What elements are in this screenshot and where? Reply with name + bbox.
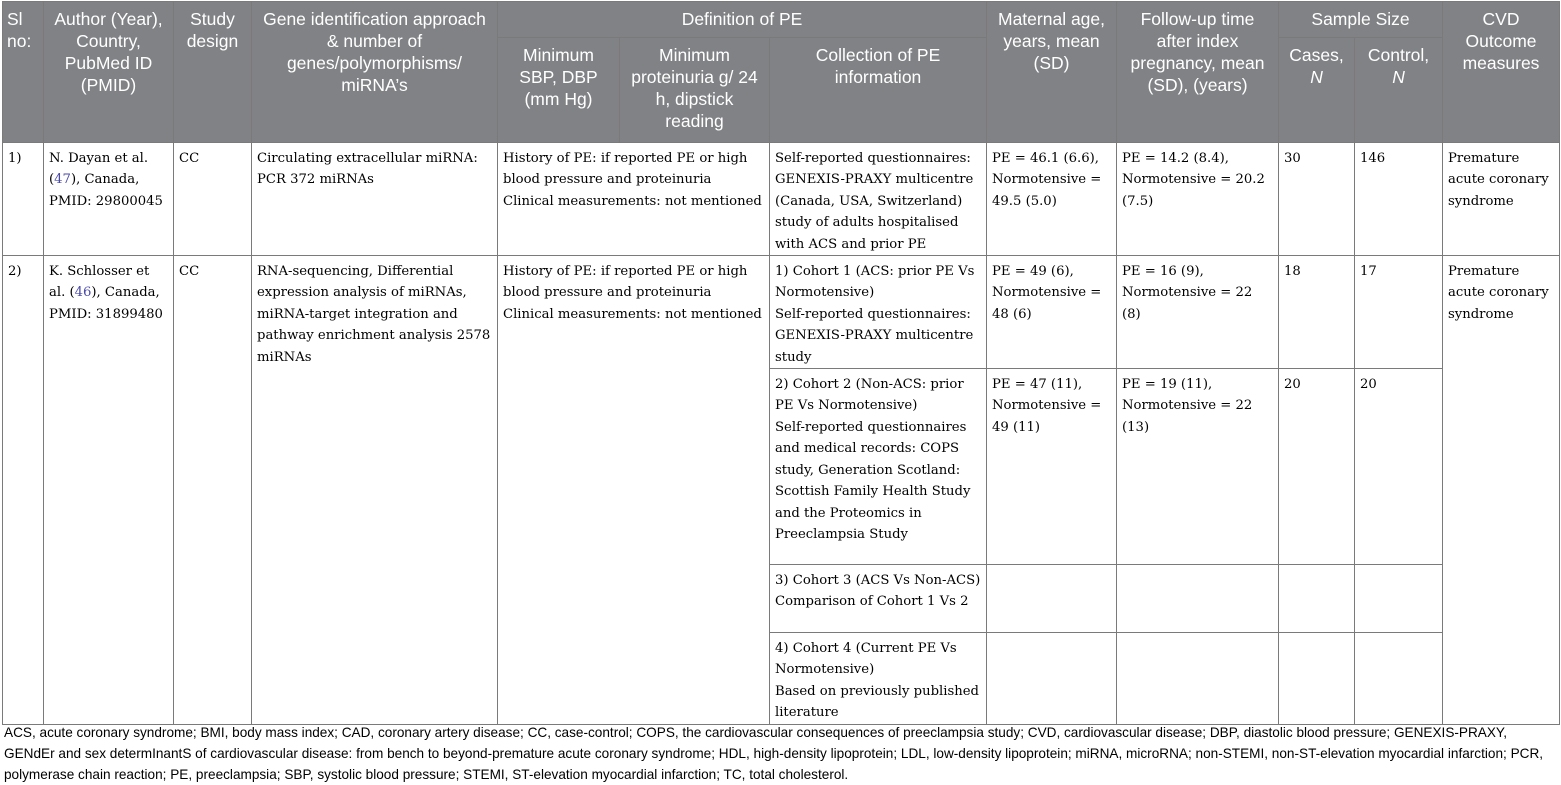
row2-cvd: Premature acute coronary syndrome	[1443, 256, 1560, 725]
row2-sl: 2)	[3, 256, 44, 725]
row2-author	[44, 256, 174, 725]
row2-reference-link[interactable]: 46	[74, 285, 92, 301]
cohort2-title: 2) Cohort 2 (Non-ACS: prior PE Vs Normotensive)	[775, 377, 964, 414]
row1-definition-clinical: Clinical measurements: not mentioned	[503, 193, 762, 209]
cohort3-age	[987, 565, 1117, 633]
row2-definition-history: History of PE: if reported PE or high blood pressure and proteinuria	[503, 264, 748, 301]
cohort4-control	[1355, 633, 1443, 725]
header-study-design: Study design	[174, 2, 252, 143]
header-control	[1355, 38, 1443, 143]
header-gene-approach: Gene identification approach & number of genes/polymorphisms/ miRNA’s	[252, 2, 498, 143]
header-author: Author (Year), Country, PubMed ID (PMID)	[44, 2, 174, 143]
header-follow-up: Follow-up time after index pregnancy, mean (SD), (years)	[1117, 2, 1279, 143]
cohort3-control	[1355, 565, 1443, 633]
row1-author-tail: ), Canada, PMID: 29800045	[49, 172, 163, 209]
header-cases-n: N	[1310, 67, 1323, 87]
cohort1-cases: 18	[1279, 256, 1355, 369]
cohort4-collection	[770, 633, 987, 725]
header-sl: Sl no:	[3, 2, 44, 143]
cohort1-followup: PE = 16 (9), Normotensive = 22 (8)	[1117, 256, 1279, 369]
cohort3-collection	[770, 565, 987, 633]
header-min-proteinuria: Minimum proteinuria g/ 24 h, dipstick reading	[620, 38, 770, 143]
header-control-label: Control,	[1367, 45, 1430, 65]
header-collection: Collection of PE information	[770, 38, 987, 143]
cohort3-detail: Comparison of Cohort 1 Vs 2	[775, 594, 969, 610]
cohort1-title: 1) Cohort 1 (ACS: prior PE Vs Normotensive)	[775, 264, 975, 301]
studies-table	[2, 1, 1560, 725]
row1-collection: Self-reported questionnaires: GENEXIS-PRAXY multicentre (Canada, USA, Switzerland) study of adults hospitalised with ACS and prior PE	[770, 143, 987, 256]
row2-author-text: K. Schlosser et al. (	[49, 264, 150, 301]
header-cases-label: Cases,	[1289, 45, 1344, 65]
row1-design: CC	[174, 143, 252, 256]
cohort1-control: 17	[1355, 256, 1443, 369]
cohort3-cases	[1279, 565, 1355, 633]
row1-author-text: N. Dayan et al. (	[49, 151, 149, 188]
cohort2-detail: Self-reported questionnaires and medical records: COPS study, Generation Scotland: Scottish Family Health Study and the Proteomics in Preeclampsia Study	[775, 419, 971, 542]
row1-cvd: Premature acute coronary syndrome	[1443, 143, 1560, 256]
row2-definition-clinical: Clinical measurements: not mentioned	[503, 306, 762, 322]
row1-definition	[498, 143, 770, 256]
row2-definition	[498, 256, 770, 725]
cohort2-cases: 20	[1279, 369, 1355, 565]
row1-age: PE = 46.1 (6.6), Normotensive = 49.5 (5.0)	[987, 143, 1117, 256]
table-row	[3, 143, 1560, 256]
row1-reference-link[interactable]: 47	[54, 172, 71, 188]
cohort4-detail: Based on previously published literature	[775, 683, 979, 721]
cohort1-detail: Self-reported questionnaires: GENEXIS-PRAXY multicentre study	[775, 306, 974, 365]
row2-design: CC	[174, 256, 252, 725]
row2-gene: RNA-sequencing, Differential expression analysis of miRNAs, miRNA-target integration and pathway enrichment analysis 2578 miRNAs	[252, 256, 498, 725]
table-footnote: ACS, acute coronary syndrome; BMI, body mass index; CAD, coronary artery disease; CC, case-control; COPS, the cardiovascular consequences of preeclampsia study; CVD, cardiovascular disease; DBP, diastolic blood pressure; GENEXIS-PRAXY, GENdEr and sex determInantS of cardiovascular disease: from bench to beyond-premature acute coronary syndrome; HDL, high-density lipoprotein; LDL, low-density lipoprotein; miRNA, microRNA; non-STEMI, non-ST-elevation myocardial infarction; PCR, polymerase chain reaction; PE, preeclampsia; SBP, systolic blood pressure; STEMI, ST-elevation myocardial infarction; TC, total cholesterol.	[4, 725, 1544, 782]
cohort4-followup	[1117, 633, 1279, 725]
row1-author	[44, 143, 174, 256]
cohort2-followup: PE = 19 (11), Normotensive = 22 (13)	[1117, 369, 1279, 565]
header-cases	[1279, 38, 1355, 143]
cohort2-collection	[770, 369, 987, 565]
cohort4-cases	[1279, 633, 1355, 725]
cohort2-control: 20	[1355, 369, 1443, 565]
cohort3-title: 3) Cohort 3 (ACS Vs Non-ACS)	[775, 573, 981, 589]
header-cvd-outcome: CVD Outcome measures	[1443, 2, 1560, 143]
header-control-n: N	[1392, 67, 1405, 87]
row1-control: 146	[1355, 143, 1443, 256]
table-row	[3, 256, 1560, 369]
row1-definition-history: History of PE: if reported PE or high blood pressure and proteinuria	[503, 151, 748, 188]
cohort1-age: PE = 49 (6), Normotensive = 48 (6)	[987, 256, 1117, 369]
header-sample-size: Sample Size	[1279, 2, 1443, 38]
cohort2-age: PE = 47 (11), Normotensive = 49 (11)	[987, 369, 1117, 565]
cohort1-collection	[770, 256, 987, 369]
header-definition-of-pe: Definition of PE	[498, 2, 987, 38]
cohort3-followup	[1117, 565, 1279, 633]
row2-author-tail: ), Canada, PMID: 31899480	[49, 285, 163, 322]
row1-gene: Circulating extracellular miRNA: PCR 372 miRNAs	[252, 143, 498, 256]
row1-followup: PE = 14.2 (8.4), Normotensive = 20.2 (7.5)	[1117, 143, 1279, 256]
row1-sl: 1)	[3, 143, 44, 256]
cohort4-age	[987, 633, 1117, 725]
header-row-top	[3, 2, 1560, 38]
header-min-bp: Minimum SBP, DBP (mm Hg)	[498, 38, 620, 143]
cohort4-title: 4) Cohort 4 (Current PE Vs Normotensive)	[775, 641, 957, 678]
row1-cases: 30	[1279, 143, 1355, 256]
header-maternal-age: Maternal age, years, mean (SD)	[987, 2, 1117, 143]
